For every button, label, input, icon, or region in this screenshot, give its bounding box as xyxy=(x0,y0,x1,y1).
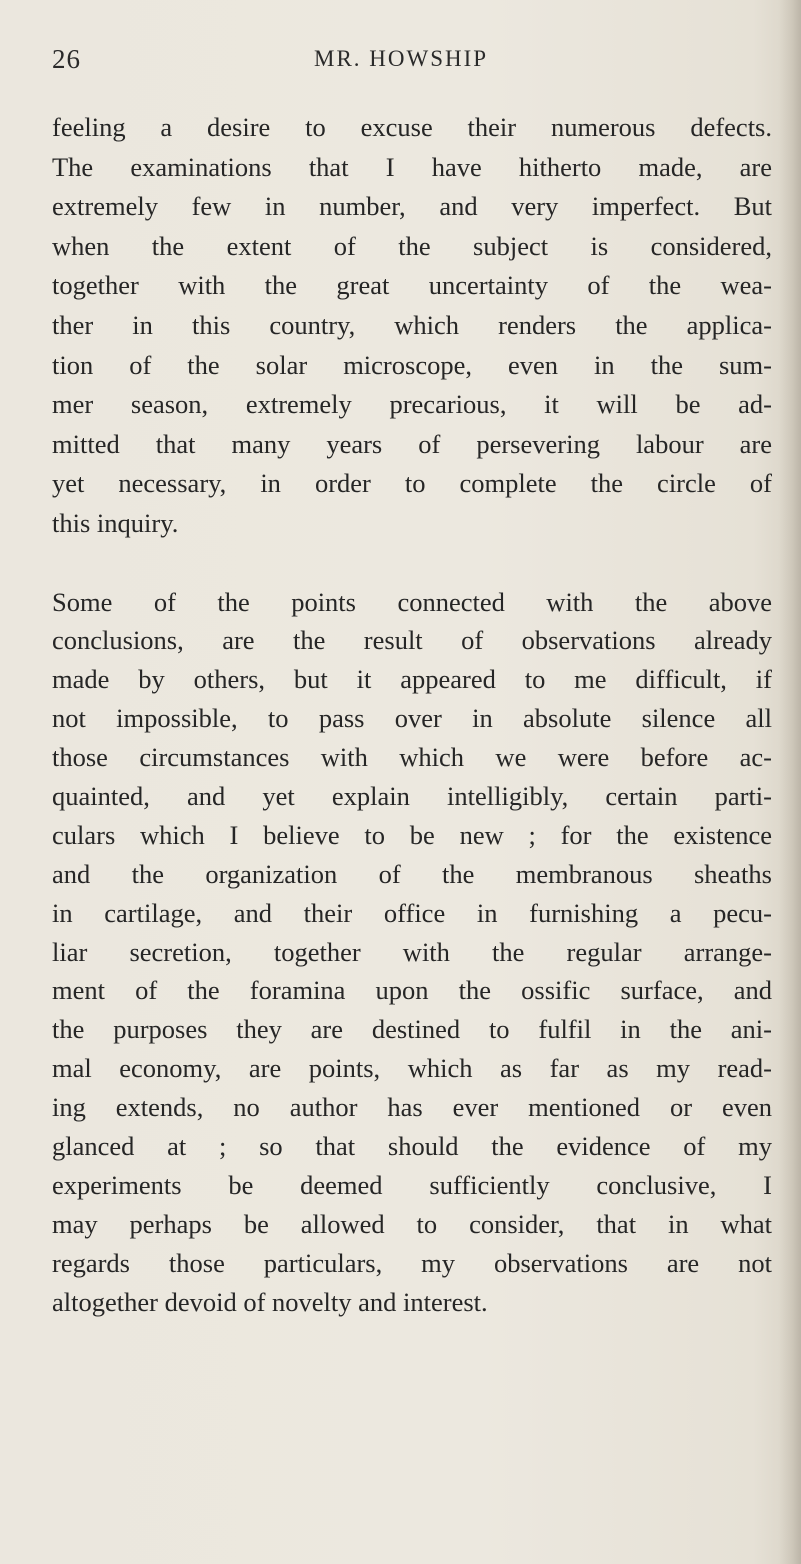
running-head-title: MR. HOWSHIP xyxy=(314,46,489,71)
text-line: regards those particulars, my observations are not xyxy=(52,1247,772,1278)
page-edge-shadow xyxy=(779,0,801,1564)
paragraph-gap xyxy=(52,544,772,583)
text-line: extremely few in number, and very imperfect. But xyxy=(52,191,772,222)
text-line: altogether devoid of novelty and interest. xyxy=(52,1286,488,1317)
text-line: conclusions, are the result of observations already xyxy=(52,625,772,656)
text-line: tion of the solar microscope, even in the sum- xyxy=(52,349,772,380)
page-number: 26 xyxy=(52,44,81,74)
text-line: quainted, and yet explain intelligibly, certain parti- xyxy=(52,780,772,811)
text-line: liar secretion, together with the regular arrange- xyxy=(52,936,772,967)
text-line: Some of the points connected with the above xyxy=(52,586,772,617)
text-line: ing extends, no author has ever mentioned or even xyxy=(52,1092,772,1123)
text-line: and the organization of the membranous sheaths xyxy=(52,858,772,889)
text-line: made by others, but it appeared to me difficult, if xyxy=(52,664,772,695)
text-line: those circumstances with which we were before ac- xyxy=(52,742,772,773)
text-line: in cartilage, and their office in furnishing a pecu- xyxy=(52,897,772,928)
paragraph-1 xyxy=(52,108,772,544)
text-line: this inquiry. xyxy=(52,507,179,538)
text-line: together with the great uncertainty of the wea- xyxy=(52,270,772,301)
text-line: feeling a desire to excuse their numerous defects. xyxy=(52,112,772,142)
text-line: glanced at ; so that should the evidence of my xyxy=(52,1131,772,1161)
text-line: The examinations that I have hitherto made, are xyxy=(52,151,772,182)
text-line: mal economy, are points, which as far as my read- xyxy=(52,1053,772,1084)
text-line: mitted that many years of persevering labour are xyxy=(52,428,772,459)
paragraph-2 xyxy=(52,583,772,1322)
text-line: the purposes they are destined to fulfil in the ani- xyxy=(52,1014,772,1045)
text-line: may perhaps be allowed to consider, that in what xyxy=(52,1208,772,1239)
text-line: mer season, extremely precarious, it will be ad- xyxy=(52,389,772,420)
text-line: ther in this country, which renders the applica- xyxy=(52,309,772,340)
running-head xyxy=(52,44,752,84)
text-line: culars which I believe to be new ; for the existence xyxy=(52,819,772,850)
text-line: yet necessary, in order to complete the circle of xyxy=(52,468,772,499)
text-line: ment of the foramina upon the ossific surface, and xyxy=(52,975,772,1006)
body-text xyxy=(52,108,772,1321)
text-line: not impossible, to pass over in absolute silence all xyxy=(52,703,772,734)
text-line: experiments be deemed sufficiently conclusive, I xyxy=(52,1169,772,1200)
text-line: when the extent of the subject is considered, xyxy=(52,230,772,261)
